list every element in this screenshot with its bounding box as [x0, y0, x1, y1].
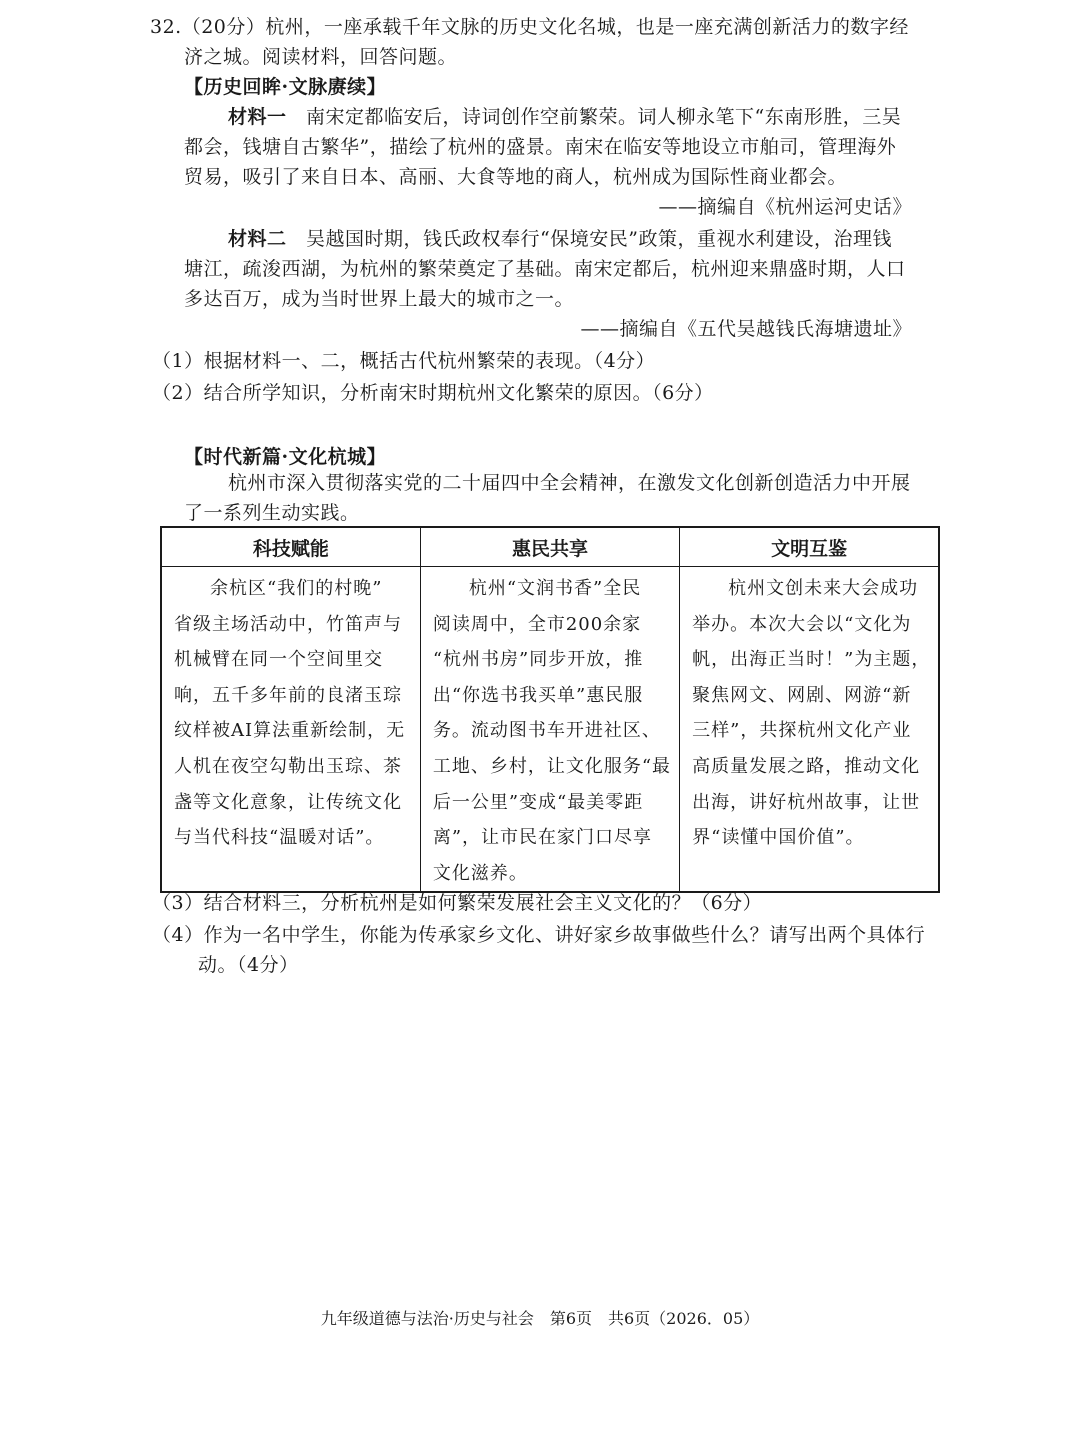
- cell-line: 省级主场活动中，竹笛声与: [174, 613, 402, 635]
- cell-line: 务。流动图书车开进社区、: [432, 720, 661, 742]
- material1-source: ——摘编自《杭州运河史话》: [658, 196, 912, 218]
- table-header-exchange: 文明互鉴: [680, 527, 939, 567]
- section-header-modern: 【时代新篇·文化杭城】: [184, 446, 387, 468]
- table-cell-share: [420, 567, 679, 893]
- cell-line: 举办。本次大会以“文化为: [692, 613, 912, 635]
- material1-line-2: 都会，钱塘自古繁华”，描绘了杭州的盛景。南宋在临安等地设立市舶司，管理海外: [184, 136, 897, 158]
- section2-intro-line-1: 杭州市深入贯彻落实党的二十届四中全会精神，在激发文化创新创造活力中开展: [228, 472, 911, 494]
- material1-label: 材料一: [228, 106, 287, 128]
- table-header-tech: 科技赋能: [161, 527, 420, 567]
- cell-line: 与当代科技“温暖对话”。: [174, 827, 385, 849]
- table-row: [161, 567, 939, 893]
- subquestion-4-line-2: 动。（4分）: [198, 954, 299, 976]
- table-cell-exchange: [680, 567, 939, 893]
- cell-line: 文化滋养。: [432, 862, 528, 884]
- cell-line: 出海，讲好杭州故事，让世: [692, 791, 921, 813]
- cell-line: 余杭区“我们的村晚”: [210, 578, 383, 599]
- subquestion-3: （3）结合材料三，分析杭州是如何繁荣发展社会主义文化的？（6分）: [152, 892, 763, 914]
- cell-line: 工地、乡村，让文化服务“最: [432, 755, 672, 777]
- cell-line: 聚焦网文、网剧、网游“新: [692, 684, 912, 706]
- material2-line-3: 多达百万，成为当时世界上最大的城市之一。: [184, 288, 575, 310]
- cell-line: 离”，让市民在家门口尽享: [432, 827, 653, 849]
- subquestion-1: （1）根据材料一、二，概括古代杭州繁荣的表现。（4分）: [152, 350, 656, 372]
- section-header-history: 【历史回眸·文脉赓续】: [184, 76, 387, 98]
- cell-line: 帆，出海正当时！”为主题，: [692, 649, 931, 671]
- material3-table: [160, 526, 940, 893]
- table-header-share: 惠民共享: [420, 527, 679, 567]
- section2-intro-line-2: 了一系列生动实践。: [184, 502, 360, 524]
- cell-line: 高质量发展之路，推动文化: [692, 755, 921, 777]
- cell-line: 纹样被AI算法重新绘制，无: [174, 720, 406, 742]
- table-header-row: [161, 527, 939, 567]
- material2-line-2: 塘江，疏浚西湖，为杭州的繁荣奠定了基础。南宋定都后，杭州迎来鼎盛时期，人口: [184, 258, 906, 280]
- material1-line-3: 贸易，吸引了来自日本、高丽、大食等地的商人，杭州成为国际性商业都会。: [184, 166, 848, 188]
- table-cell-tech: [161, 567, 420, 893]
- cell-line: 响，五千多年前的良渚玉琮: [174, 684, 402, 706]
- question-stem-line-2: 济之城。阅读材料，回答问题。: [184, 46, 458, 68]
- material1-line-1: [228, 104, 901, 130]
- page-footer: 九年级道德与法治·历史与社会 第6页 共6页（2026．05）: [320, 1309, 760, 1328]
- cell-line: “杭州书房”同步开放，推: [432, 649, 644, 671]
- subquestion-4-line-1: （4）作为一名中学生，你能为传承家乡文化、讲好家乡故事做些什么？请写出两个具体行: [152, 924, 926, 946]
- cell-line: 界“读懂中国价值”。: [692, 827, 865, 849]
- cell-line: 出“你选书我买单”惠民服: [432, 684, 644, 706]
- cell-line: 杭州“文润书香”全民: [468, 578, 642, 599]
- cell-line: 阅读周中，全市200余家: [432, 613, 642, 635]
- question-stem-line-1: 32.（20分）杭州，一座承载千年文脉的历史文化名城，也是一座充满创新活力的数字经: [150, 16, 909, 38]
- material2-source: ——摘编自《五代吴越钱氏海塘遗址》: [580, 318, 912, 340]
- material1-text-1: 南宋定都临安后，诗词创作空前繁荣。词人柳永笔下“东南形胜，三吴: [306, 106, 902, 128]
- material2-text-1: 吴越国时期，钱氏政权奉行“保境安民”政策，重视水利建设，治理钱: [306, 228, 892, 250]
- cell-line: 后一公里”变成“最美零距: [432, 791, 644, 813]
- subquestion-2: （2）结合所学知识，分析南宋时期杭州文化繁荣的原因。（6分）: [152, 382, 714, 404]
- cell-line: 机械臂在同一个空间里交: [174, 649, 383, 671]
- cell-line: 三样”，共探杭州文化产业: [692, 720, 912, 742]
- cell-line: 人机在夜空勾勒出玉琮、茶: [174, 755, 402, 777]
- cell-line: 杭州文创未来大会成功: [728, 578, 919, 599]
- material2-label: 材料二: [228, 228, 287, 250]
- material2-line-1: [228, 226, 892, 252]
- cell-line: 盏等文化意象，让传统文化: [174, 791, 402, 813]
